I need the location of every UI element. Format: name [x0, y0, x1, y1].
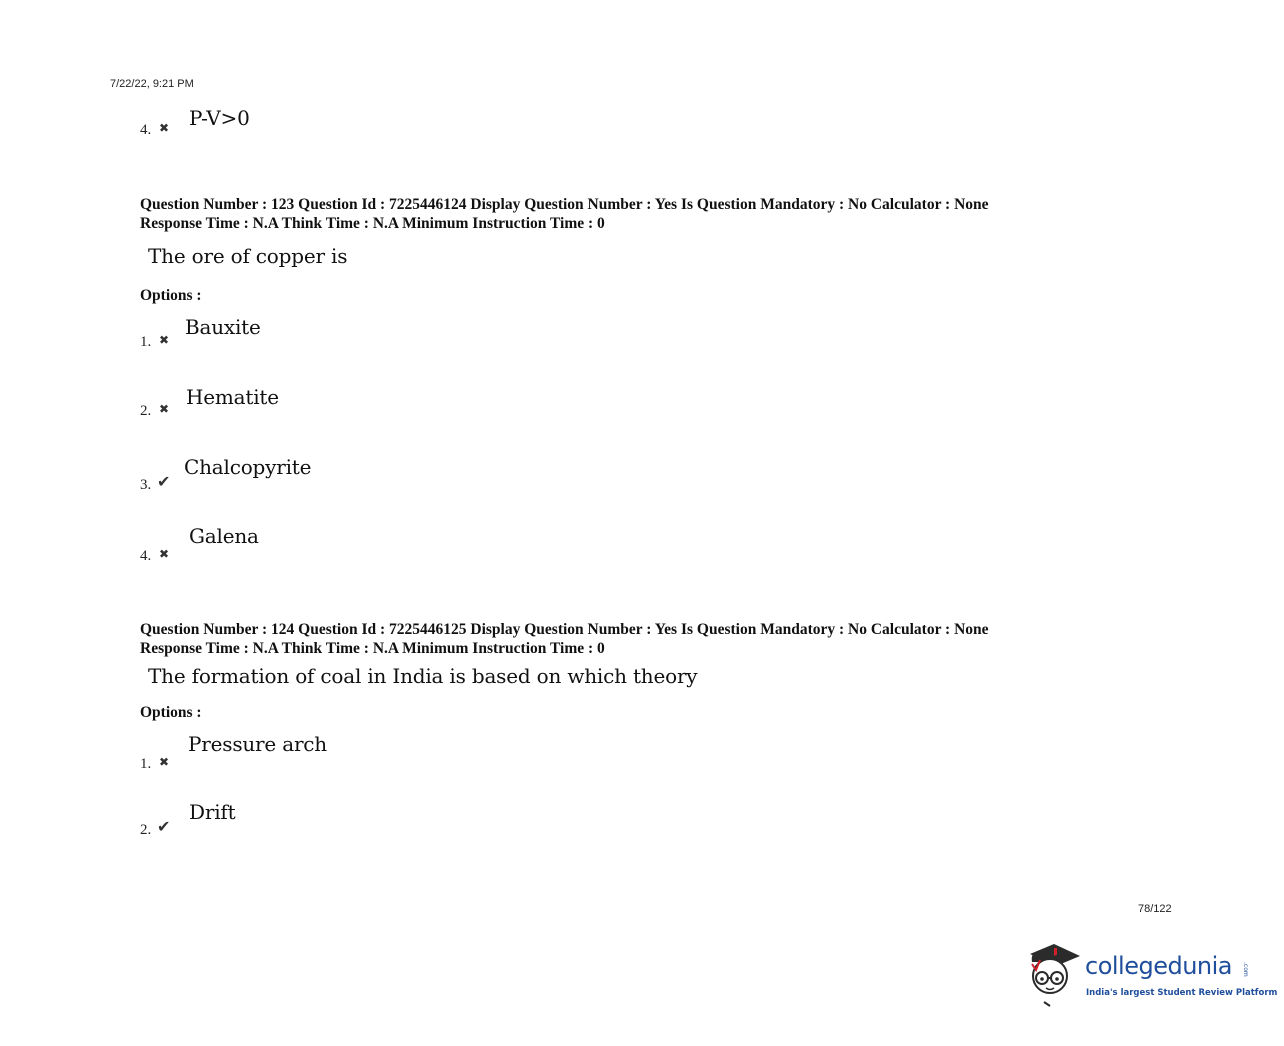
question-meta-line-1: Question Number : 123 Question Id : 7225446124 Display Question Number : Yes Is Question Mandatory : No Calculator : None	[140, 196, 989, 213]
option-number: 3.	[140, 477, 152, 493]
option-number: 2.	[140, 403, 152, 419]
option-number: 4.	[140, 548, 152, 564]
options-label: Options :	[140, 287, 202, 304]
option-number: 2.	[140, 822, 152, 838]
cross-icon: ✖	[159, 333, 170, 347]
check-icon: ✔	[157, 817, 171, 836]
option-text: Drift	[189, 800, 236, 824]
collegedunia-logo	[1024, 940, 1278, 1012]
mascot-icon	[1024, 940, 1086, 1012]
question-meta-line-2: Response Time : N.A Think Time : N.A Minimum Instruction Time : 0	[140, 215, 605, 232]
question-meta	[140, 620, 989, 658]
check-icon: ✔	[157, 472, 171, 491]
cross-icon: ✖	[159, 121, 170, 135]
logo-tagline: India's largest Student Review Platform	[1086, 988, 1278, 998]
question-meta	[140, 195, 989, 233]
logo-brand-text: collegedunia	[1085, 952, 1233, 980]
option-text: Bauxite	[185, 315, 261, 339]
logo-com-text: .com	[1242, 962, 1249, 977]
question-text: The formation of coal in India is based on which theory	[148, 664, 698, 688]
option-text: Hematite	[186, 385, 279, 409]
cross-icon: ✖	[159, 755, 170, 769]
options-label: Options :	[140, 704, 202, 721]
question-meta-line-1: Question Number : 124 Question Id : 7225446125 Display Question Number : Yes Is Question Mandatory : No Calculator : None	[140, 621, 989, 638]
page-number: 78/122	[1138, 903, 1172, 915]
option-text: Galena	[189, 524, 259, 548]
print-timestamp: 7/22/22, 9:21 PM	[110, 78, 194, 90]
question-text: The ore of copper is	[148, 244, 348, 268]
option-number: 4.	[140, 122, 152, 138]
option-text: Chalcopyrite	[184, 455, 312, 479]
cross-icon: ✖	[159, 402, 170, 416]
option-text: P-V>0	[189, 106, 250, 130]
option-text: Pressure arch	[188, 732, 327, 756]
option-number: 1.	[140, 334, 152, 350]
option-number: 1.	[140, 756, 152, 772]
question-meta-line-2: Response Time : N.A Think Time : N.A Minimum Instruction Time : 0	[140, 640, 605, 657]
cross-icon: ✖	[159, 547, 170, 561]
